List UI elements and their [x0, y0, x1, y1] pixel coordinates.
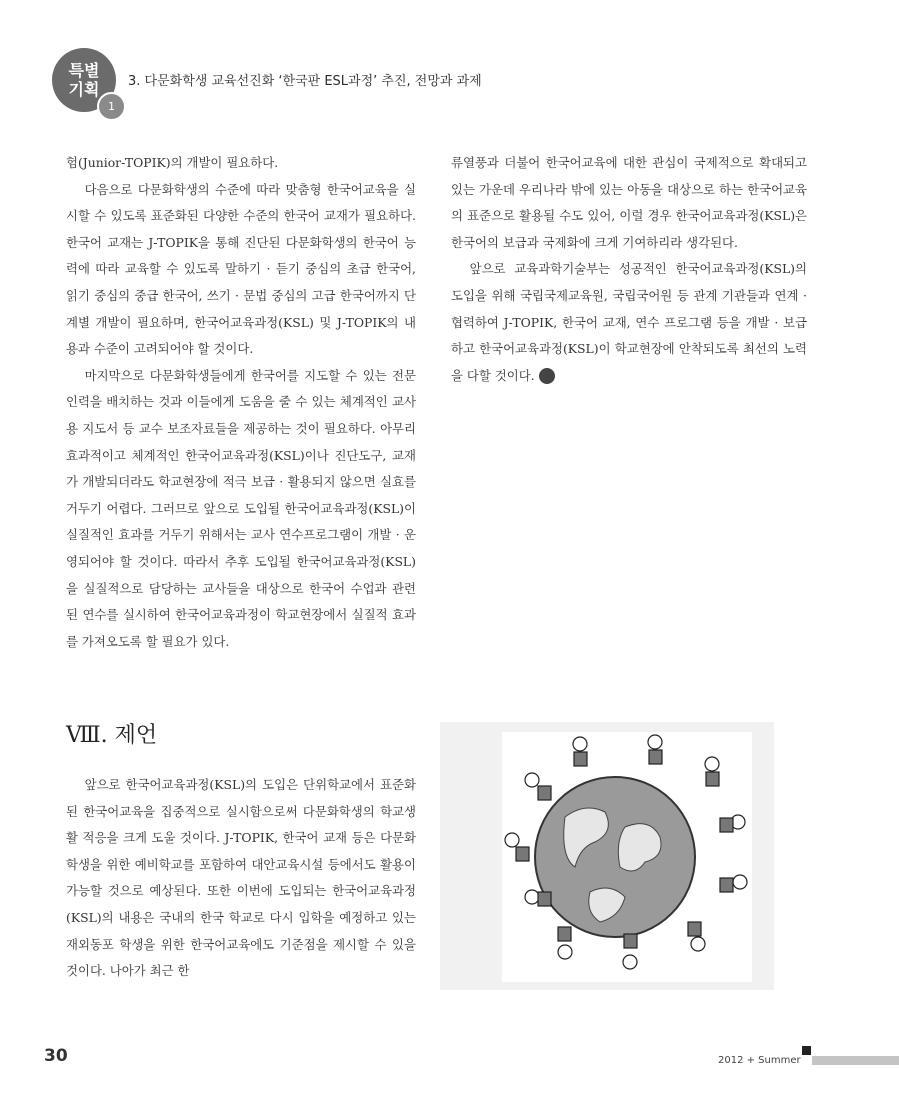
badge-line-1: 특별 — [68, 61, 100, 80]
globe-children-illustration — [440, 722, 774, 990]
globe-children-icon — [440, 722, 774, 990]
paragraph: 험(Junior-TOPIK)의 개발이 필요하다. — [66, 155, 279, 170]
paragraph: 앞으로 한국어교육과정(KSL)의 도입은 단위학교에서 표준화된 한국어교육을 집중적으로 실시함으로써 다문화학생의 학교생활 적응을 크게 도울 것이다. J-TOPIK, 한국어 교재 등은 다문화학생을 위한 예비학교를 포함하여 대안교육시설 등에서도 활용이 가능할 것으로 예상된다. 또한 이번에 도입되는 한국어교육과정(KSL)의 내용은 국내의 한국 학교로 다시 입학을 예정하고 있는 재외동포 학생을 위한 한국어교육에도 기준점을 제시할 수 있을 것이다. 나아가 최근 한 — [66, 777, 416, 979]
page-number: 30 — [44, 1046, 68, 1066]
left-column-top — [66, 150, 416, 655]
paragraph: 류열풍과 더불어 한국어교육에 대한 관심이 국제적으로 확대되고 있는 가운데 우리나라 밖에 있는 아동을 대상으로 하는 한국어교육의 표준으로 활용될 수도 있어, 이럴 경우 한국어교육과정(KSL)은 한국어의 보급과 국제화에 크게 기여하리라 생각된다. — [451, 155, 807, 250]
end-mark-icon: ⓚ — [539, 368, 555, 384]
paragraph-text: 앞으로 교육과학기술부는 성공적인 한국어교육과정(KSL)의 도입을 위해 국립국제교육원, 국립국어원 등 관계 기관들과 연계 · 협력하여 J-TOPIK, 한국어 교재, 연수 프로그램 등을 개발 · 보급하고 한국어교육과정(KSL)이 학교현장에 안착되도록 최선의 노력을 다할 것이다. — [451, 261, 807, 383]
running-header-title: 3. 다문화학생 교육선진화 ‘한국판 ESL과정’ 추진, 전망과 과제 — [128, 74, 482, 89]
paragraph — [451, 256, 807, 389]
issue-label: 2012 + Summer — [718, 1055, 801, 1066]
paragraph: 다음으로 다문화학생의 수준에 따라 맞춤형 한국어교육을 실시할 수 있도록 표준화된 다양한 수준의 한국어 교재가 필요하다. 한국어 교재는 J-TOPIK을 통해 진단된 다문화학생의 한국어 능력에 따라 교육할 수 있도록 말하기 · 듣기 중심의 초급 한국어, 읽기 중심의 중급 한국어, 쓰기 · 문법 중심의 고급 한국어까지 단계별 개발이 필요하며, 한국어교육과정(KSL) 및 J-TOPIK의 내용과 수준이 고려되어야 할 것이다. — [66, 181, 416, 357]
section-heading: Ⅷ. 제언 — [66, 723, 158, 748]
paragraph: 마지막으로 다문화학생들에게 한국어를 지도할 수 있는 전문인력을 배치하는 것과 이들에게 도움을 줄 수 있는 체계적인 교사용 지도서 등 교수 보조자료들을 제공하는 것이 필요하다. 아무리 효과적이고 체계적인 한국어교육과정(KSL)이나 진단도구, 교재가 개발되더라도 학교현장에 적극 보급 · 활용되지 않으면 실효를 거두기 어렵다. 그러므로 앞으로 도입될 한국어교육과정(KSL)이 실질적인 효과를 거두기 위해서는 교사 연수프로그램이 개발 · 운영되어야 할 것이다. 따라서 추후 도입될 한국어교육과정(KSL)을 실질적으로 담당하는 교사들을 대상으로 한국어 수업과 관련된 연수를 실시하여 한국어교육과정이 학교현장에서 실질적 효과를 가져오도록 할 필요가 있다. — [66, 367, 416, 649]
left-column-bottom — [66, 772, 416, 985]
right-column — [451, 150, 807, 389]
badge-number: 1 — [97, 92, 126, 121]
footer-bar — [812, 1056, 899, 1065]
footer-square — [802, 1046, 811, 1055]
badge-line-2: 기획 — [68, 80, 100, 99]
